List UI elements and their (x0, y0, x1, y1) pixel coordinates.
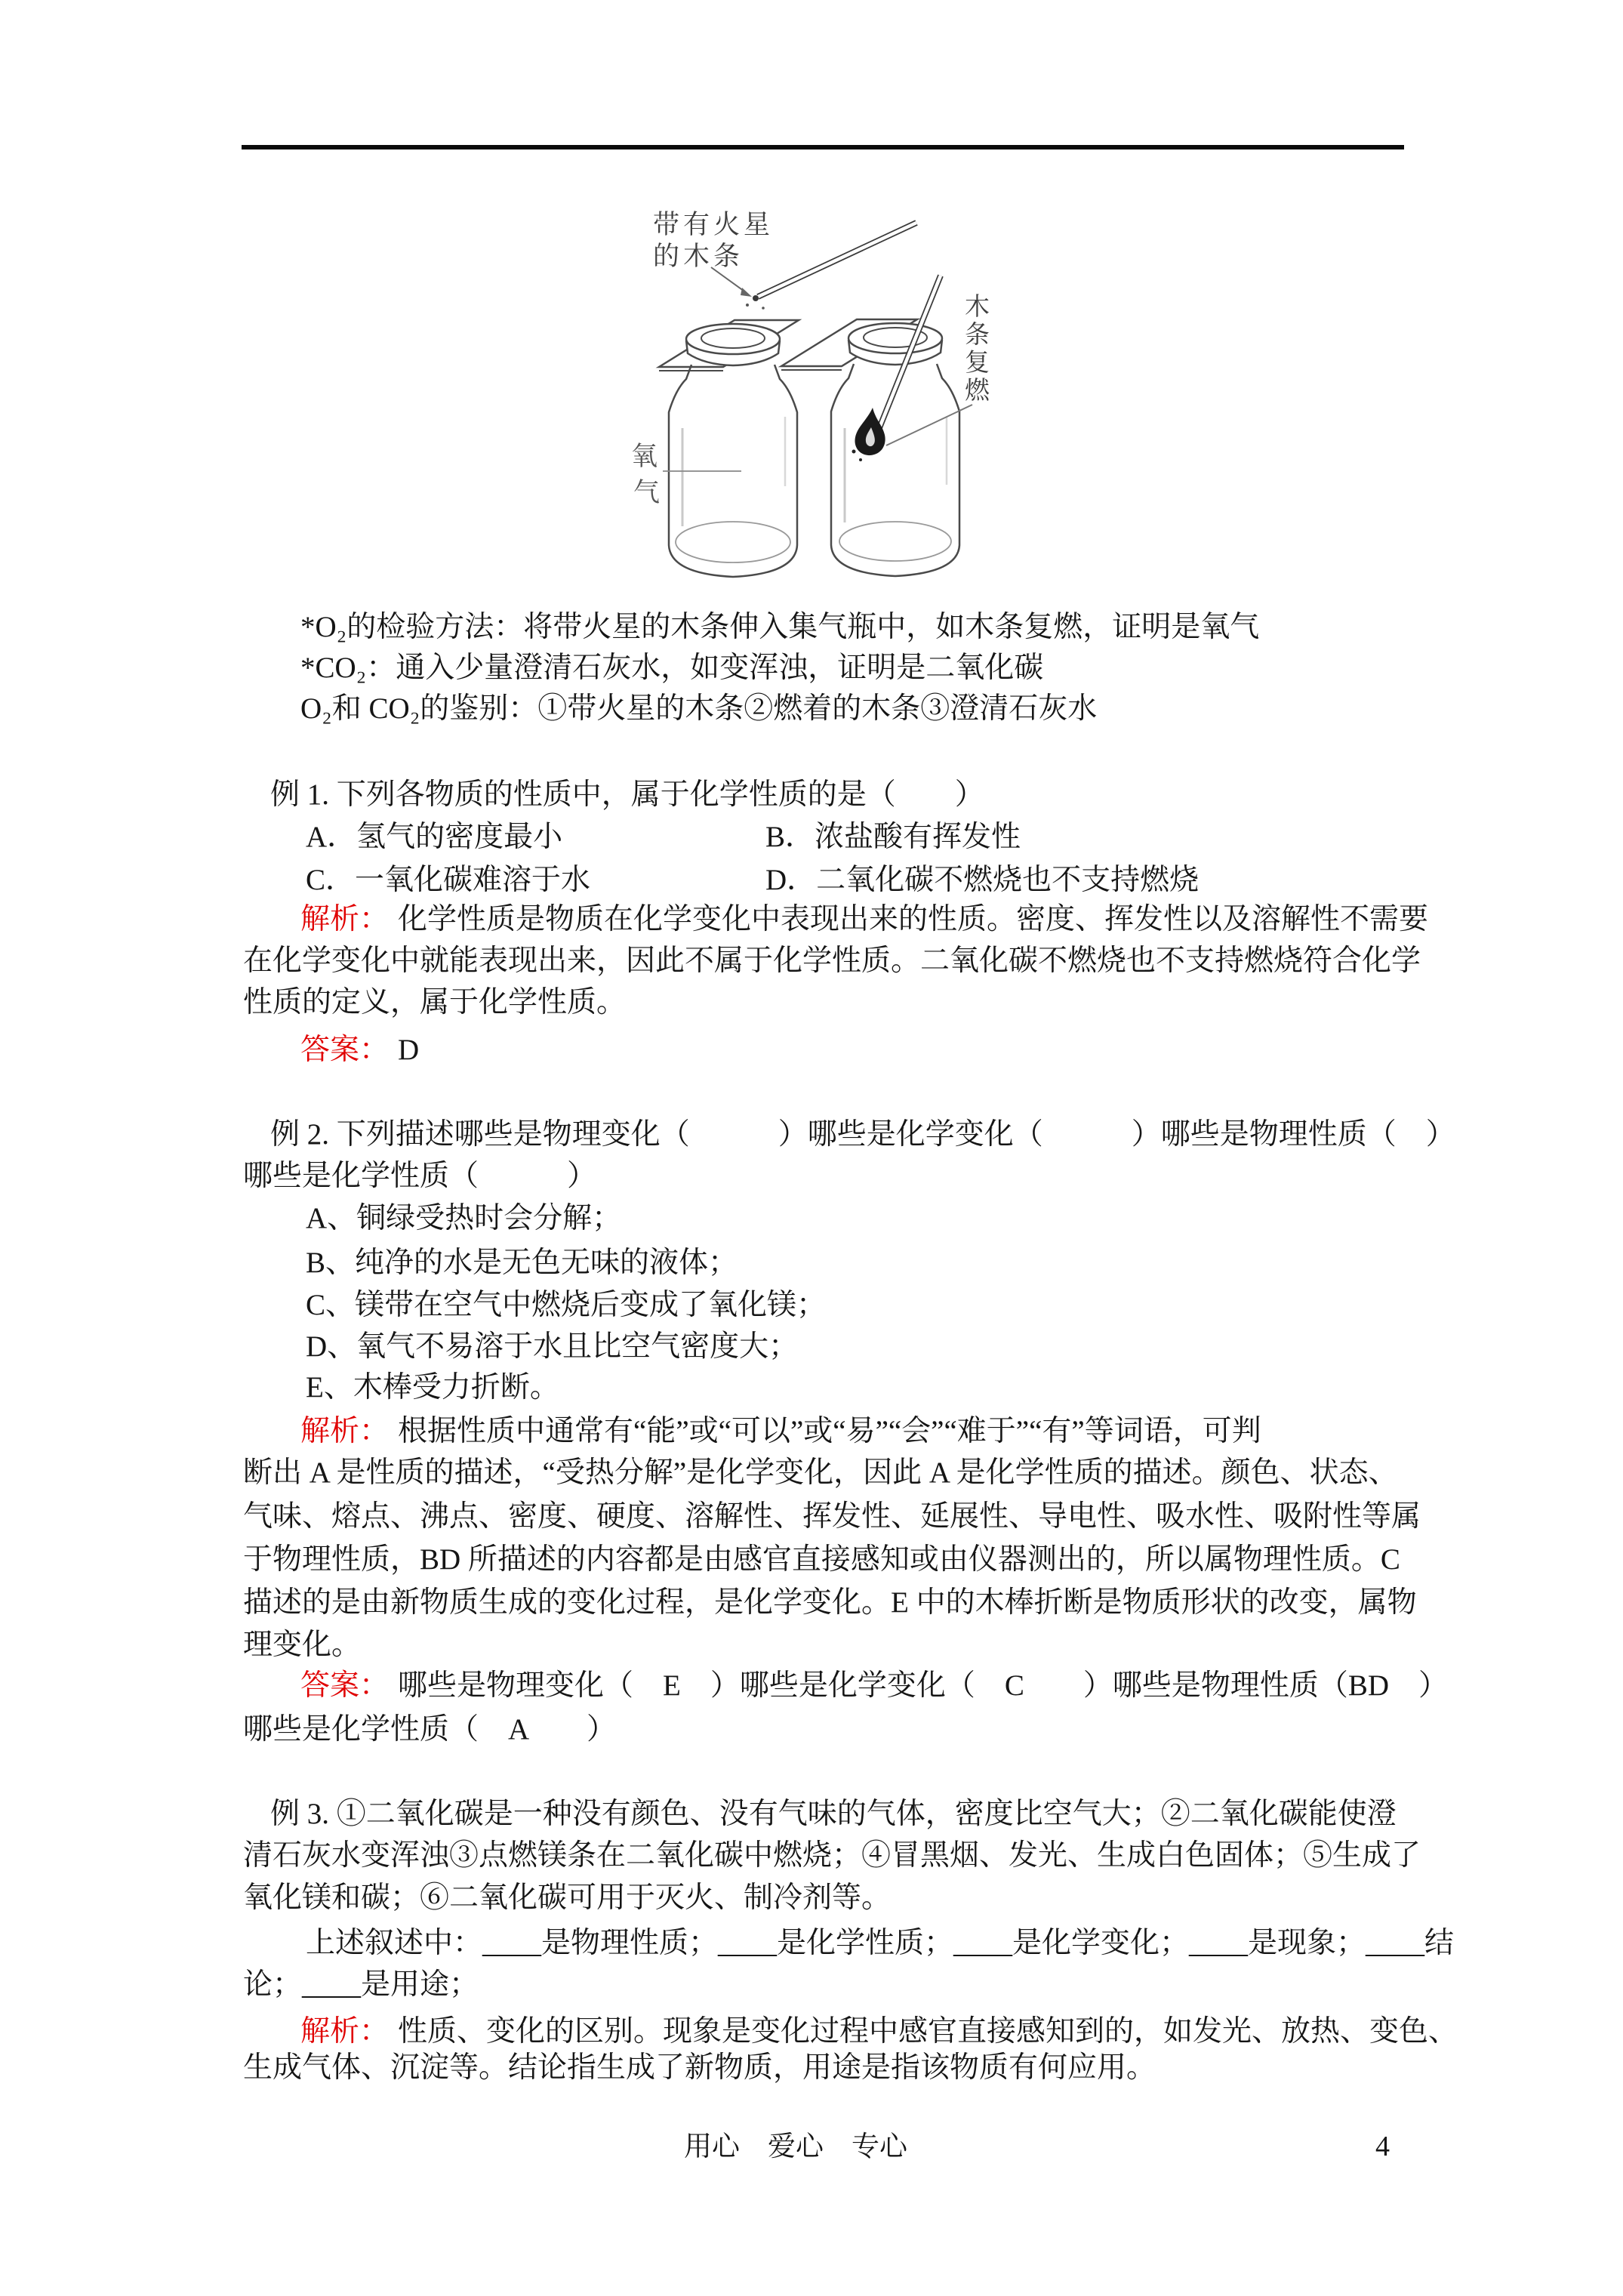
example1-option-a: A．氢气的密度最小 (306, 821, 563, 853)
example2-item-e: E、木棒受力折断。 (306, 1371, 559, 1404)
example2-answer-line2: 哪些是化学性质（ A ） (243, 1713, 617, 1746)
example1-option-d: D．二氧化碳不燃烧也不支持燃烧 (765, 864, 1200, 896)
example2-item-b: B、纯净的水是无色无味的液体； (306, 1247, 738, 1279)
answer-text: D (398, 1034, 420, 1066)
analysis-label: 解析： (300, 2015, 390, 2048)
example1-option-b: B．浓盐酸有挥发性 (765, 821, 1021, 853)
example3-fill-line1: 上述叙述中：____是物理性质；____是化学性质；____是化学变化；____是现象；____结 (306, 1927, 1455, 1959)
example1-title: 例 1. 下列各物质的性质中，属于化学性质的是（ ） (270, 778, 984, 811)
example2-analysis-line4: 于物理性质，BD 所描述的内容都是由感官直接感知或由仪器测出的，所以属物理性质。C (243, 1543, 1400, 1576)
relight-label-char2: 条 (965, 322, 990, 349)
example3-analysis-line2: 生成气体、沉淀等。结论指生成了新物质，用途是指该物质有何应用。 (243, 2051, 1156, 2084)
example2-analysis-line3: 气味、熔点、沸点、密度、硬度、溶解性、挥发性、延展性、导电性、吸水性、吸附性等属 (243, 1500, 1421, 1533)
answer-text: 哪些是物理变化（ E ）哪些是化学变化（ C ）哪些是物理性质（BD ） (398, 1669, 1449, 1702)
example3-analysis-line1 (300, 2011, 1458, 2052)
oxygen-label-char2: 气 (633, 478, 661, 507)
answer-label: 答案： (300, 1669, 390, 1702)
example2-item-c: C、镁带在空气中燃烧后变成了氧化镁； (306, 1289, 827, 1321)
example2-title-line1: 例 2. 下列描述哪些是物理变化（ ）哪些是化学变化（ ）哪些是物理性质（ ） (270, 1118, 1455, 1151)
analysis-text: 化学性质是物质在化学变化中表现出来的性质。密度、挥发性以及溶解性不需要 (398, 903, 1429, 935)
page-number: 4 (1375, 2131, 1390, 2162)
example2-title-line2: 哪些是化学性质（ ） (243, 1160, 597, 1192)
note-distinguish: O₂和 CO₂的鉴别：①带火星的木条②燃着的木条③澄清石灰水 (300, 692, 1098, 725)
example2-answer-line1 (300, 1665, 1448, 1706)
example1-analysis-line2: 在化学变化中就能表现出来，因此不属于化学性质。二氧化碳不燃烧也不支持燃烧符合化学 (243, 945, 1421, 977)
example1-analysis-line3: 性质的定义，属于化学性质。 (243, 986, 627, 1019)
example1-answer-line (300, 1029, 419, 1071)
analysis-label: 解析： (300, 1415, 390, 1447)
example2-analysis-line1 (300, 1410, 1261, 1452)
example3-fill-line2: 论；____是用途； (243, 1968, 479, 2001)
relight-label-char3: 复 (965, 350, 990, 377)
example2-analysis-line6: 理变化。 (243, 1629, 362, 1661)
example2-analysis-line2: 断出 A 是性质的描述，“受热分解”是化学变化，因此 A 是化学性质的描述。颜色、状态、 (243, 1456, 1398, 1489)
note-co2-test: *CO₂：通入少量澄清石灰水，如变浑浊，证明是二氧化碳 (300, 652, 1044, 684)
example3-line3: 氧化镁和碳；⑥二氧化碳可用于灭火、制冷剂等。 (243, 1881, 892, 1914)
footer-motto: 用心 爱心 专心 (684, 2131, 907, 2162)
example3-line1: 例 3. ①二氧化碳是一种没有颜色、没有气味的气体，密度比空气大；②二氧化碳能使澄 (270, 1798, 1397, 1830)
example2-item-a: A、铜绿受热时会分解； (306, 1202, 622, 1234)
splint-label-line2: 的木条 (653, 242, 744, 271)
example3-line2: 清石灰水变浑浊③点燃镁条在二氧化碳中燃烧；④冒黑烟、发光、生成白色固体；⑤生成了 (243, 1839, 1421, 1872)
answer-label: 答案： (300, 1034, 390, 1066)
example1-option-c: C．一氧化碳难溶于水 (306, 864, 591, 896)
splint-label-line1: 带有火星 (653, 210, 775, 239)
relight-label-char4: 燃 (965, 378, 990, 405)
experiment-figure (521, 190, 1064, 613)
analysis-label: 解析： (300, 903, 390, 935)
analysis-text: 根据性质中通常有“能”或“可以”或“易”“会”“难于”“有”等词语，可判 (398, 1415, 1261, 1447)
example1-analysis-line1 (300, 898, 1428, 940)
relight-label-char1: 木 (965, 294, 990, 321)
note-o2-test: *O₂的检验方法：将带火星的木条伸入集气瓶中，如木条复燃，证明是氧气 (300, 611, 1260, 643)
oxygen-label-char1: 氧 (631, 442, 658, 471)
example2-item-d: D、氧气不易溶于水且比空气密度大； (306, 1330, 799, 1363)
header-rule (242, 145, 1404, 149)
analysis-text: 性质、变化的区别。现象是变化过程中感官直接感知到的，如发光、放热、变色、 (398, 2015, 1458, 2048)
flame (852, 408, 885, 461)
label-arrow (711, 267, 752, 297)
example2-analysis-line5: 描述的是由新物质生成的变化过程，是化学变化。E 中的木棒折断是物质形状的改变，属物 (243, 1586, 1417, 1619)
